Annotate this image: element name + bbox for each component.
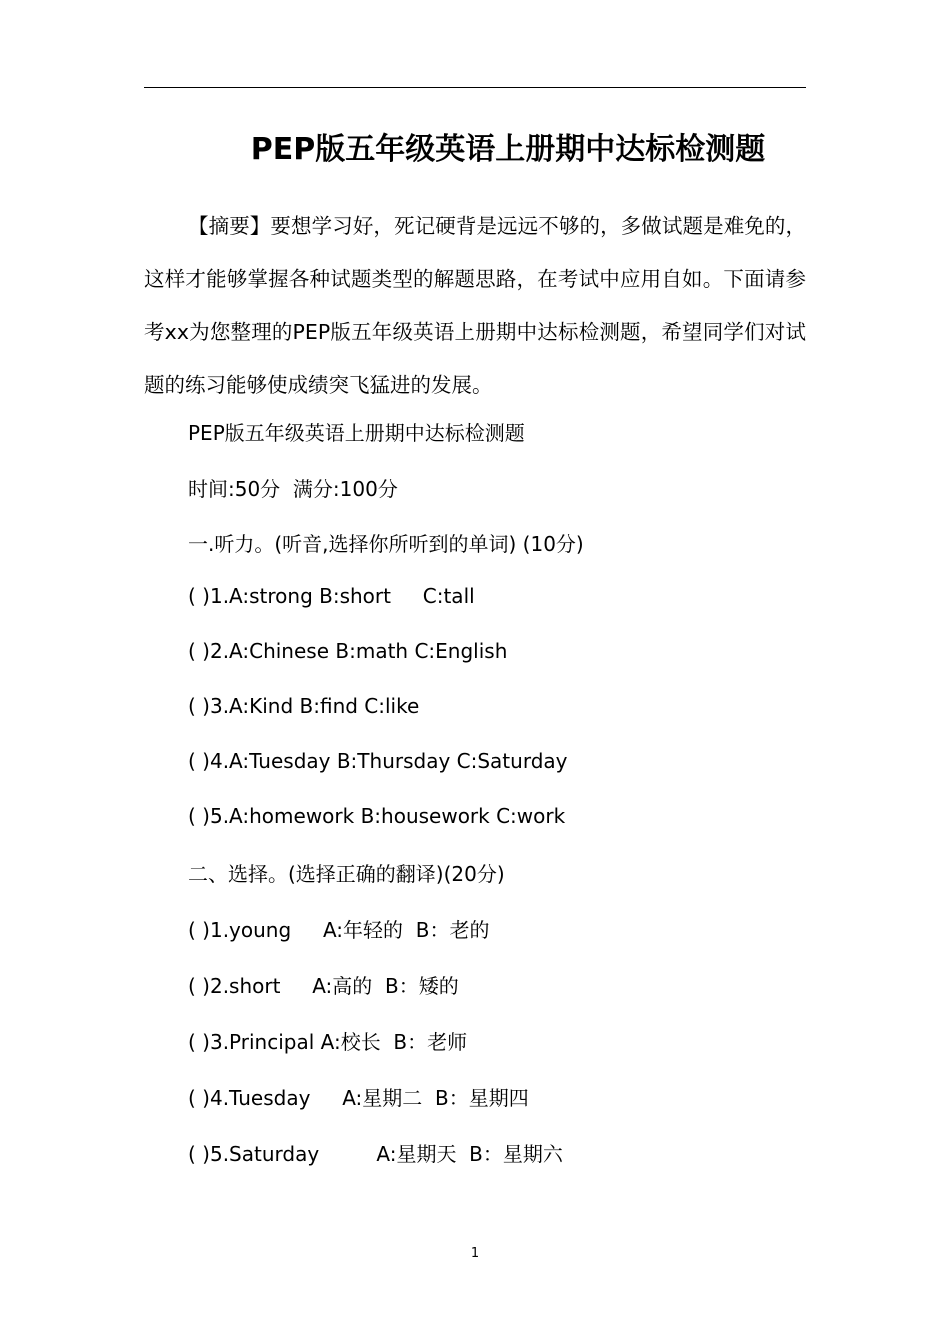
section-heading-listening: 一.听力。(听音,选择你所听到的单词) (10分) <box>188 532 584 556</box>
document-title: PEP版五年级英语上册期中达标检测题 <box>250 132 766 167</box>
section-heading-choice: 二、选择。(选择正确的翻译)(20分) <box>188 862 505 886</box>
header-rule <box>144 87 806 88</box>
question-line: ( )1.young A:年轻的 B：老的 <box>188 918 490 942</box>
question-line: ( )4.A:Tuesday B:Thursday C:Saturday <box>188 749 568 773</box>
question-line: ( )2.A:Chinese B:math C:English <box>188 639 508 663</box>
time-score-line: 时间:50分 满分:100分 <box>188 477 398 501</box>
question-line: ( )2.short A:高的 B：矮的 <box>188 974 459 998</box>
subtitle-line: PEP版五年级英语上册期中达标检测题 <box>188 421 525 445</box>
page-number: 1 <box>470 1246 480 1261</box>
question-line: ( )5.Saturday A:星期天 B：星期六 <box>188 1142 563 1166</box>
question-line: ( )3.A:Kind B:find C:like <box>188 694 420 718</box>
abstract-paragraph: 【摘要】要想学习好，死记硬背是远远不够的，多做试题是难免的，这样才能够掌握各种试题类型的解题思路，在考试中应用自如。下面请参考xx为您整理的PEP版五年级英语上册期中达标检测题，希望同学们对试题的练习能够使成绩突飞猛进的发展。 <box>144 214 806 397</box>
question-line: ( )4.Tuesday A:星期二 B：星期四 <box>188 1086 529 1110</box>
question-line: ( )1.A:strong B:short C:tall <box>188 584 475 608</box>
question-line: ( )5.A:homework B:housework C:work <box>188 804 566 828</box>
question-line: ( )3.Principal A:校长 B：老师 <box>188 1030 468 1054</box>
